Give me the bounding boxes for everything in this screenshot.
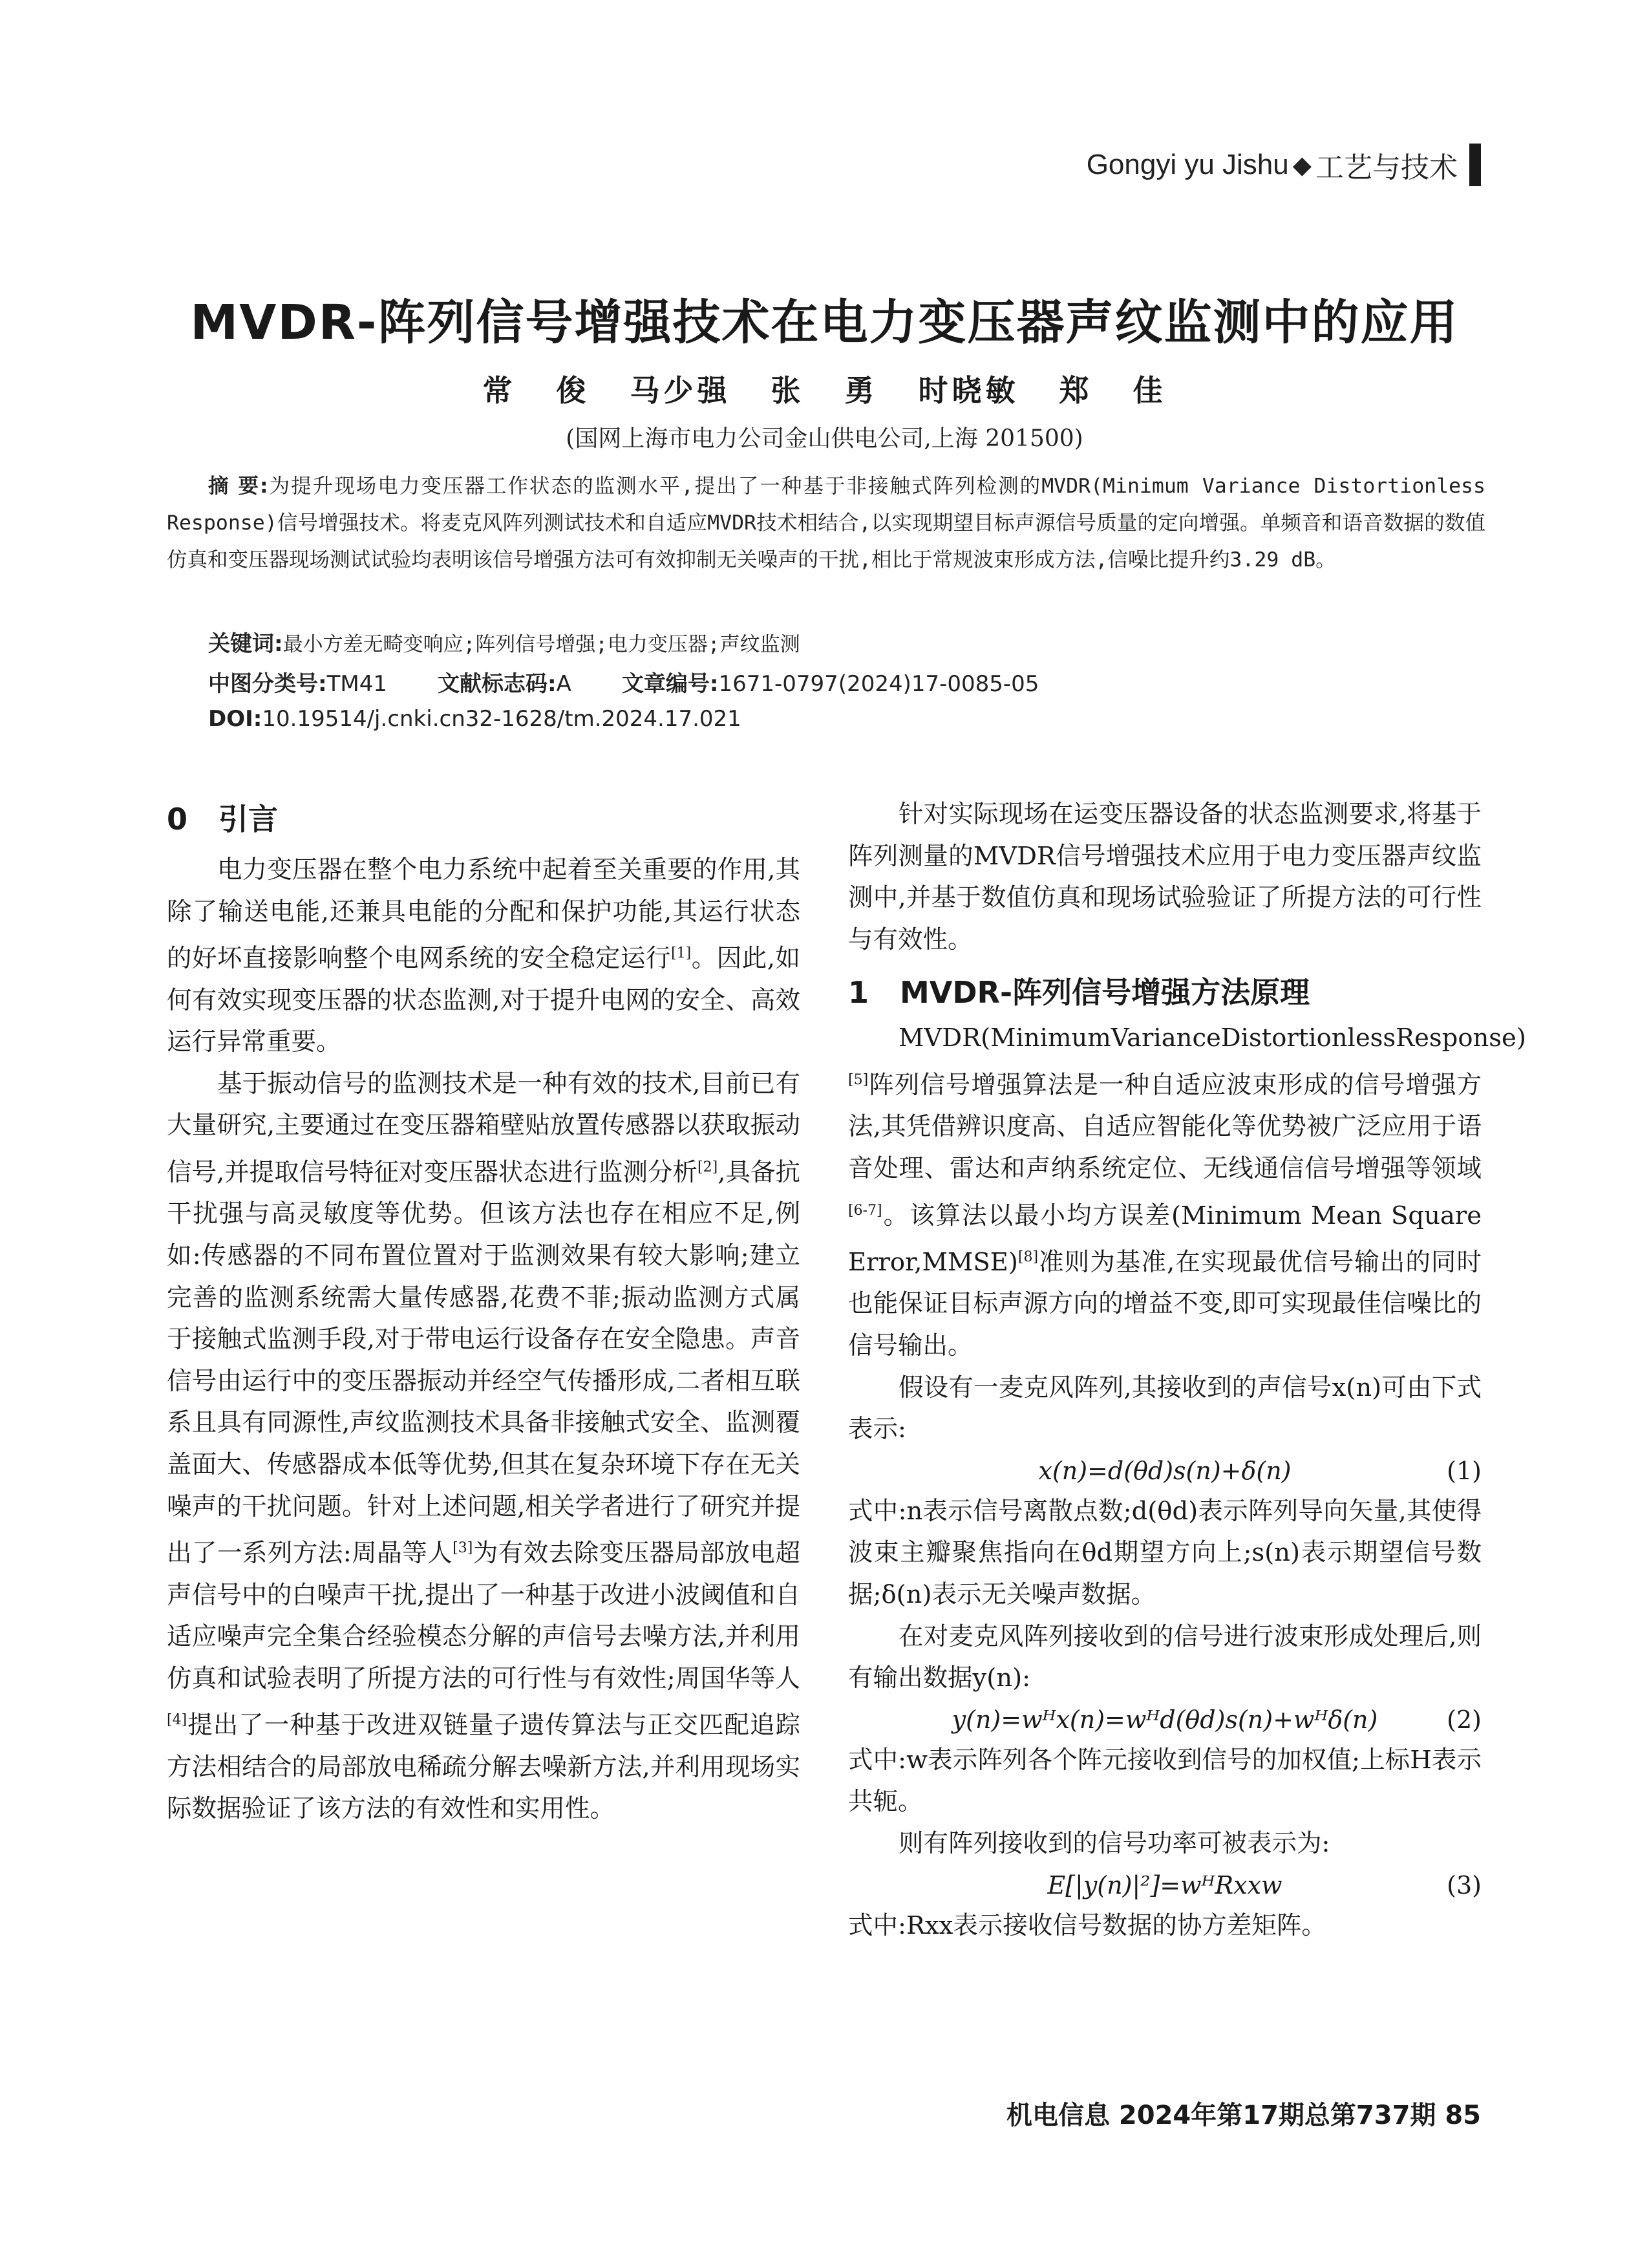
citation: [3] <box>452 1540 473 1557</box>
clc-label: 中图分类号: <box>208 671 327 697</box>
section-0-title: 引言 <box>218 802 278 837</box>
doi-label: DOI: <box>208 706 262 732</box>
paragraph: 则有阵列接收到的信号功率可被表示为: <box>899 1828 1330 1858</box>
doc-label: 文献标志码: <box>437 671 557 697</box>
section-1-heading <box>848 967 1482 1018</box>
authors: 常 俊 马少强 张 勇 时晓敏 郑 佳 <box>482 373 1167 408</box>
equation-1 <box>848 1451 1482 1491</box>
citation: [1] <box>671 945 692 962</box>
para-text: 电力变压器在整个电力系统中起着至关重要的作用,其除了输送电能,还兼具电能的分配和保护功能,其运行状态的好坏直接影响整个电网系统的安全稳定运行 <box>167 855 800 974</box>
paragraph: 式中:Rxx表示接收信号数据的协方差矩阵。 <box>848 1910 1326 1940</box>
equation-body: y(n)=wᴴx(n)=wᴴd(θd)s(n)+wᴴδ(n) <box>952 1705 1378 1734</box>
classification <box>208 666 1039 698</box>
equation-number: (1) <box>1447 1456 1482 1485</box>
para-text: 准则为基准,在实现最优信号输出的同时也能保证目标声源方向的增益不变,即可实现最佳信噪比的信号输出。 <box>848 1247 1482 1361</box>
section-1-title: MVDR-阵列信号增强方法原理 <box>900 975 1310 1011</box>
art-value: 1671-0797(2024)17-0085-05 <box>718 671 1039 697</box>
citation: [5] <box>848 1071 869 1088</box>
citation: [8] <box>1017 1249 1039 1265</box>
affiliation: (国网上海市电力公司金山供电公司,上海 201500) <box>566 425 1083 452</box>
para-text: 。因此,如何有效实现变压器的状态监测,对于提升电网的安全、高效运行异常重要。 <box>167 944 800 1057</box>
equation-body: E[|y(n)|²]=wᴴRxxw <box>1047 1870 1282 1899</box>
right-column <box>848 794 1526 1947</box>
header-section: 工艺与技术 <box>1315 152 1458 184</box>
paragraph: 在对麦克风阵列接收到的信号进行波束形成处理后,则有输出数据y(n): <box>848 1621 1482 1693</box>
para-text: ,具备抗干扰强与高灵敏度等优势。但该方法也存在相应不足,例如:传感器的不同布置位置对于监测效果有较大影响;建立完善的监测系统需大量传感器,花费不菲;振动监测方式属于接触式监测手段,对于带电运行设备存在安全隐患。声音信号由运行中的变压器振动并经空气传播形成,二者相互联系且具有同源性,声纹监测技术具备非接触式安全、监测覆盖面大、传感器成本低等优势,但其在复杂环境下存在无关噪声的干扰问题。针对上述问题,相关学者进行了研究并提出了一系列方法:周晶等人 <box>167 1157 800 1568</box>
abstract <box>167 468 1485 579</box>
page-footer: 机电信息 2024年第17期总第737期 85 <box>1006 2101 1481 2130</box>
equation-3 <box>848 1865 1482 1905</box>
section-0-number: 0 <box>167 802 188 837</box>
left-column <box>167 794 800 1830</box>
keywords-text: 最小方差无畸变响应;阵列信号增强;电力变压器;声纹监测 <box>282 633 800 656</box>
citation: [6-7] <box>848 1202 882 1219</box>
header-pinyin: Gongyi yu Jishu <box>1086 149 1289 180</box>
doi <box>208 706 741 732</box>
para-text: 。该算法以最小均方误差(Minimum Mean Square Error,MMSE) <box>848 1201 1482 1277</box>
equation-body: x(n)=d(θd)s(n)+δ(n) <box>1038 1456 1292 1485</box>
section-0-heading <box>167 794 800 844</box>
para-text: 提出了一种基于改进双链量子遗传算法与正交匹配追踪方法相结合的局部放电稀疏分解去噪新方法,并利用现场实际数据验证了该方法的有效性和实用性。 <box>167 1711 800 1824</box>
equation-2 <box>848 1700 1482 1740</box>
paragraph: 针对实际现场在运变压器设备的状态监测要求,将基于阵列测量的MVDR信号增强技术应用于电力变压器声纹监测中,并基于数值仿真和现场试验验证了所提方法的可行性与有效性。 <box>848 800 1482 954</box>
equation-number: (2) <box>1447 1705 1482 1734</box>
paragraph: 假设有一麦克风阵列,其接收到的声信号x(n)可由下式表示: <box>848 1373 1482 1444</box>
keywords-label: 关键词: <box>208 631 283 657</box>
citation: [2] <box>697 1159 718 1175</box>
header-bar <box>1469 144 1481 186</box>
paragraph <box>848 1018 1526 1367</box>
clc-value: TM41 <box>326 671 387 697</box>
paragraph: 式中:w表示阵列各个阵元接收到信号的加权值;上标H表示共轭。 <box>848 1745 1482 1817</box>
paragraph <box>167 850 800 1064</box>
doi-value: 10.19514/j.cnki.cn32-1628/tm.2024.17.021 <box>262 706 741 732</box>
running-header <box>1087 144 1481 186</box>
abstract-text: 为提升现场电力变压器工作状态的监测水平,提出了一种基于非接触式阵列检测的MVDR(Minimum Variance Distortionless Response)信号增强技术。将麦克风阵列测试技术和自适应MVDR技术相结合,以实现期望目标声源信号质量的定向增强。单频音和语音数据的数值仿真和变压器现场测试试验均表明该信号增强方法可有效抑制无关噪声的干扰,相比于常规波束形成方法,信噪比提升约3.29 dB。 <box>167 475 1485 572</box>
equation-number: (3) <box>1447 1870 1482 1899</box>
doc-value: A <box>556 671 571 697</box>
para-text: 为有效去除变压器局部放电超声信号中的白噪声干扰,提出了一种基于改进小波阈值和自适应噪声完全集合经验模态分解的声信号去噪方法,并利用仿真和试验表明了所提方法的可行性与有效性;周国华等人 <box>167 1538 800 1693</box>
para-text: 阵列信号增强算法是一种自适应波束形成的信号增强方法,其凭借辨识度高、自适应智能化等优势被广泛应用于语音处理、雷达和声纳系统定位、无线通信信号增强等领域 <box>848 1070 1482 1183</box>
paragraph: 式中:n表示信号离散点数;d(θd)表示阵列导向矢量,其使得波束主瓣聚焦指向在θd期望方向上;s(n)表示期望信号数据;δ(n)表示无关噪声数据。 <box>848 1496 1482 1609</box>
diamond-icon: ◆ <box>1292 151 1312 179</box>
para-text: MVDR(MinimumVarianceDistortionlessResponse) <box>899 1023 1526 1053</box>
art-label: 文章编号: <box>621 671 719 697</box>
paragraph <box>167 1064 800 1830</box>
abstract-label: 摘 要: <box>208 475 268 498</box>
section-1-number: 1 <box>848 975 869 1011</box>
citation: [4] <box>167 1712 187 1729</box>
para-text: 基于振动信号的监测技术是一种有效的技术,目前已有大量研究,主要通过在变压器箱壁贴放置传感器以获取振动信号,并提取信号特征对变压器状态进行监测分析 <box>167 1069 800 1187</box>
keywords <box>208 626 800 658</box>
paper-title: MVDR-阵列信号增强技术在电力变压器声纹监测中的应用 <box>190 295 1459 350</box>
